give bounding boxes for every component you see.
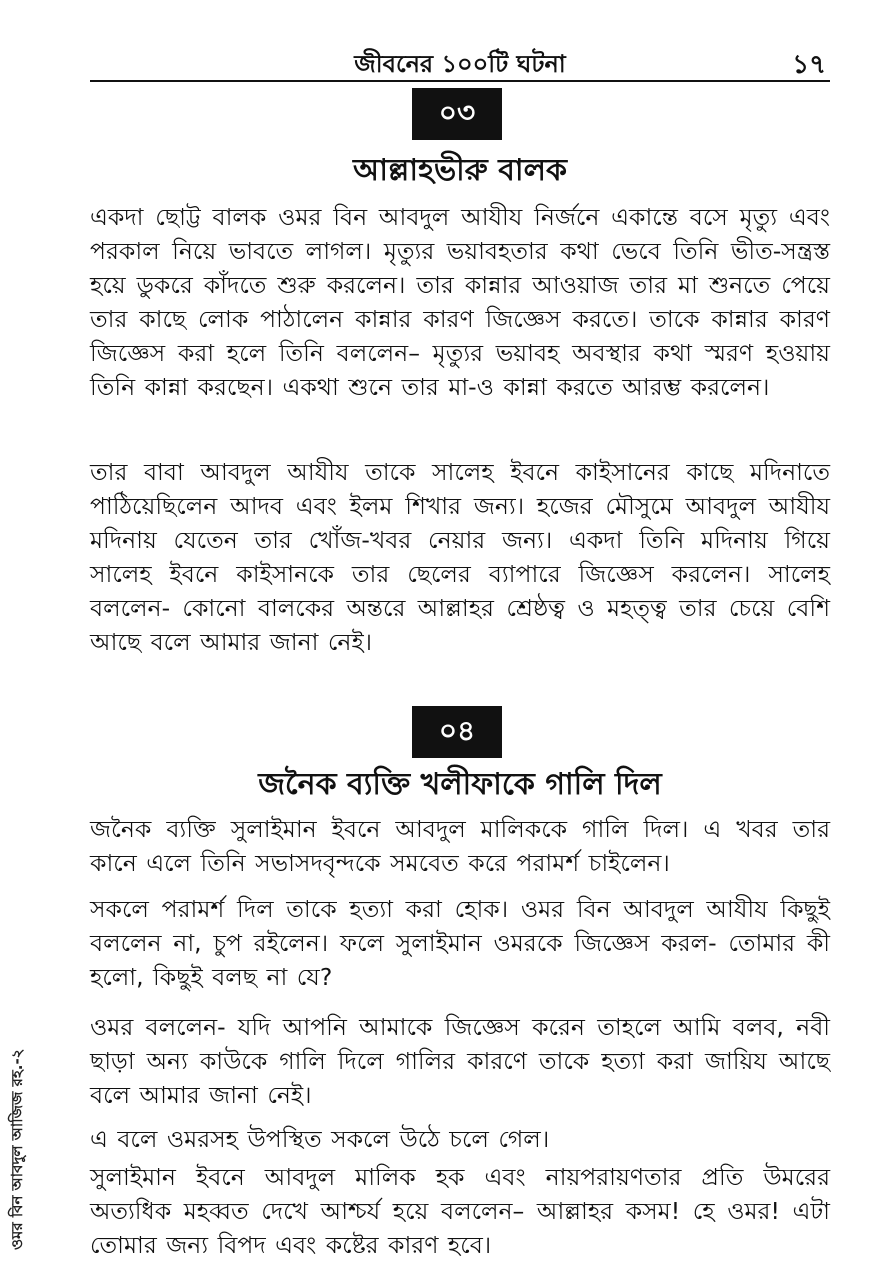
page-number: ১৭ bbox=[792, 50, 826, 80]
paragraph: সকলে পরামর্শ দিল তাকে হত্যা করা হোক। ওমর বিন আবদুল আযীয কিছুই বললেন না, চুপ রইলেন। ফলে সুলাইমান ওমরকে জিজ্ঞেস করল- তোমার কী হলো, কিছুই বলছ না যে? bbox=[90, 895, 830, 991]
paragraph: ওমর বললেন- যদি আপনি আমাকে জিজ্ঞেস করেন তাহলে আমি বলব, নবী ছাড়া অন্য কাউকে গালি দিলে গালির কারণে তাকে হত্যা করা জায়িয আছে বলে আমার জানা নেই। bbox=[90, 1013, 830, 1109]
paragraph: তার বাবা আবদুল আযীয তাকে সালেহ ইবনে কাইসানের কাছে মদিনাতে পাঠিয়েছিলেন আদব এবং ইলম শিখার জন্য। হজের মৌসুমে আবদুল আযীয মদিনায় যেতেন তার খোঁজ-খবর নেয়ার জন্য। একদা তিনি মদিনায় গিয়ে সালেহ ইবনে কাইসানকে তার ছেলের ব্যাপারে জিজ্ঞেস করলেন। সালেহ বললেন- কোনো বালকের অন্তরে আল্লাহর শ্রেষ্ঠত্ব ও মহত্ত্ব তার চেয়ে বেশি আছে বলে আমার জানা নেই। bbox=[90, 458, 830, 656]
side-book-credit: ওমর বিন আবদুল আজিজ রহ.-২ bbox=[8, 1048, 26, 1250]
paragraph: জনৈক ব্যক্তি সুলাইমান ইবনে আবদুল মালিককে গালি দিল। এ খবর তার কানে এলে তিনি সভাসদবৃন্দকে সমবেত করে পরামর্শ চাইলেন। bbox=[90, 815, 830, 877]
chapter-title: আল্লাহভীরু বালক bbox=[353, 153, 567, 188]
paragraph: এ বলে ওমরসহ উপস্থিত সকলে উঠে চলে গেল। bbox=[90, 1125, 550, 1153]
paragraph: সুলাইমান ইবনে আবদুল মালিক হক এবং নায়পরায়ণতার প্রতি উমরের অত্যধিক মহব্বত দেখে আশ্চর্য হয়ে বললেন– আল্লাহর কসম! হে ওমর! এটা তোমার জন্য বিপদ এবং কষ্টের কারণ হবে। bbox=[90, 1163, 830, 1259]
chapter-title: জনৈক ব্যক্তি খলীফাকে গালি দিল bbox=[258, 767, 662, 802]
chapter-number-badge: ০৪ bbox=[412, 706, 502, 758]
running-title: জীবনের ১০০টি ঘটনা bbox=[354, 50, 566, 78]
chapter-number-badge: ০৩ bbox=[412, 88, 502, 140]
running-header bbox=[90, 40, 830, 82]
paragraph: একদা ছোট্ট বালক ওমর বিন আবদুল আযীয নির্জনে একান্তে বসে মৃত্যু এবং পরকাল নিয়ে ভাবতে লাগল। মৃত্যুর ভয়াবহতার কথা ভেবে তিনি ভীত-সন্ত্রস্ত হয়ে ডুকরে কাঁদতে শুরু করলেন। তার কান্নার আওয়াজ তার মা শুনতে পেয়ে তার কাছে লোক পাঠালেন কান্নার কারণ জিজ্ঞেস করতে। তাকে কান্নার কারণ জিজ্ঞেস করা হলে তিনি বললেন– মৃত্যুর ভয়াবহ অবস্থার কথা স্মরণ হওয়ায় তিনি কান্না করছেন। একথা শুনে তার মা-ও কান্না করতে আরম্ভ করলেন। bbox=[90, 203, 830, 401]
